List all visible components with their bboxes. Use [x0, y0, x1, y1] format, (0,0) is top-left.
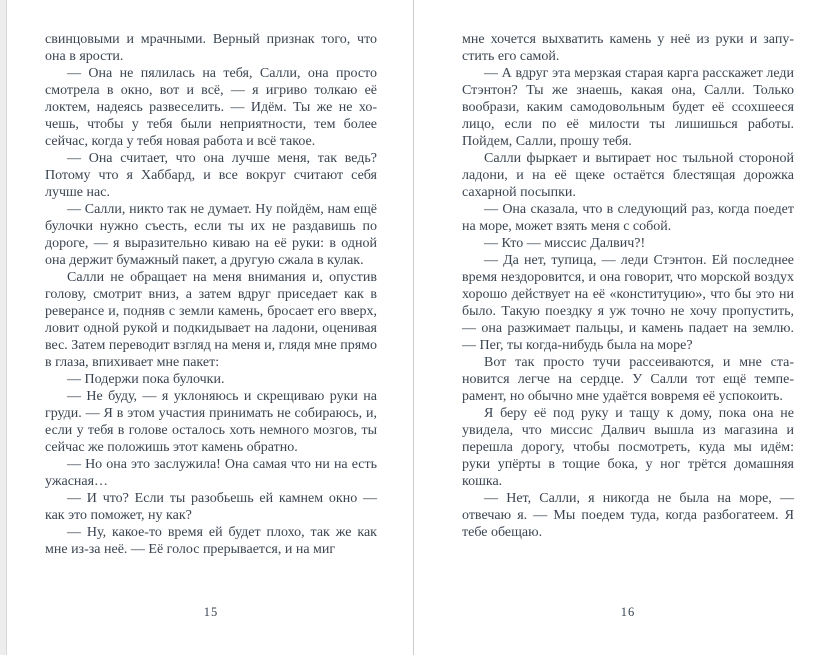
paragraph: Салли не обращает на меня внимания и, опустив голову, смотрит вниз, а затем вдруг приседает как в реверансе и, подняв с земли камень, бросает его вверх, ловит одной рукой и подкидывает на ладони, оценивая вес. Затем переводит взгляд на меня и, глядя мне прямо в глаза, впихивает мне пакет: — [45, 270, 377, 370]
paragraph: Я беру её под руку и тащу к дому, пока она не увидела, что миссис Далвич вышла из магазина и перешла дорогу, чтобы посмотреть, куда мы идём: руки упёрты в тощие бока, у ног трётся домашняя кошка. — [462, 406, 794, 489]
paragraph: — Подержи пока булочки. — [67, 372, 225, 387]
paragraph: — Ну, какое-то время ей будет плохо, так же как мне из-за неё. — Её голос прерывается, и на миг — [45, 525, 377, 557]
paragraph: — Но она это заслужила! Она самая что ни на есть ужасная… — [45, 457, 377, 489]
paragraph: — Не буду, — я уклоняюсь и скрещиваю руки на груди. — Я в этом участия принимать не собираюсь, и, если у тебя в голове осталось хоть немного мозгов, ты сейчас же положишь этот камень обратно. — [45, 389, 377, 455]
page-divider — [413, 0, 414, 655]
paragraph: — Нет, Салли, я никогда не была на море, — отвечаю я. — Мы поедем туда, когда разбогатеем. Я тебе обещаю. — [462, 491, 794, 540]
right-page-number: 16 — [620, 605, 636, 619]
paragraph: — Она считает, что она лучше меня, так ведь? Потому что я Хаббард, и все вокруг считают себя лучше нас. — [45, 151, 377, 200]
left-page-number: 15 — [203, 605, 219, 619]
right-page — [462, 31, 794, 631]
paragraph: — И что? Если ты разобьешь ей камнем окно — как это поможет, ну как? — [45, 491, 377, 523]
paragraph: — Она сказала, что в следующий раз, когда поедет на море, может взять меня с собой. — [462, 202, 794, 234]
page-edge-shadow — [0, 0, 7, 655]
paragraph: Салли фыркает и вытирает нос тыльной стороной ладони, и на её щеке остаётся блестящая дорожка сахарной посыпки. — [462, 151, 794, 200]
left-page — [45, 31, 377, 631]
paragraph: — Кто — миссис Далвич?! — [484, 236, 646, 251]
paragraph: — А вдруг эта мерзкая старая карга расскажет леди Стэнтон? Ты же знаешь, какая она, Салли. Только вообрази, каким самодовольным будет её ссохшееся лицо, если по её милости ты лишишься работы. Пойдем, Салли, прошу тебя. — [462, 66, 794, 149]
paragraph: Вот так просто тучи рассеиваются, и мне становится легче на сердце. У Салли тот ещё темперамент, но обычно мне удаётся вовремя её успокоить. — [462, 355, 794, 404]
paragraph: — Салли, никто так не думает. Ну пойдём, нам ещё булочки нужно съесть, если ты их не раздавишь по дороге, — я выразительно киваю на её руки: в одной она держит бумажный пакет, а другую сжала в кулак. — [45, 202, 377, 268]
paragraph: — Она не пялилась на тебя, Салли, она просто смотрела в окно, вот и всё, — я игриво толкаю её локтем, надеясь развеселить. — Идём. Ты же не хочешь, чтобы у тебя были неприятности, тем более сейчас, когда у тебя новая работа и всё такое. — [45, 66, 377, 149]
paragraph: свинцовыми и мрачными. Верный признак того, что она в ярости. — [45, 32, 377, 64]
paragraph: мне хочется выхватить камень у неё из руки и запустить его самой. — [462, 32, 794, 64]
paragraph: — Да нет, тупица, — леди Стэнтон. Ей последнее время нездоровится, и она говорит, что морской воздух хорошо действует на её «конституцию», что бы это ни было. Такую поездку я уж точно не хочу пропустить, — она разжимает пальцы, и камень падает на землю. — Пег, ты когда-нибудь была на море? — [462, 253, 794, 353]
